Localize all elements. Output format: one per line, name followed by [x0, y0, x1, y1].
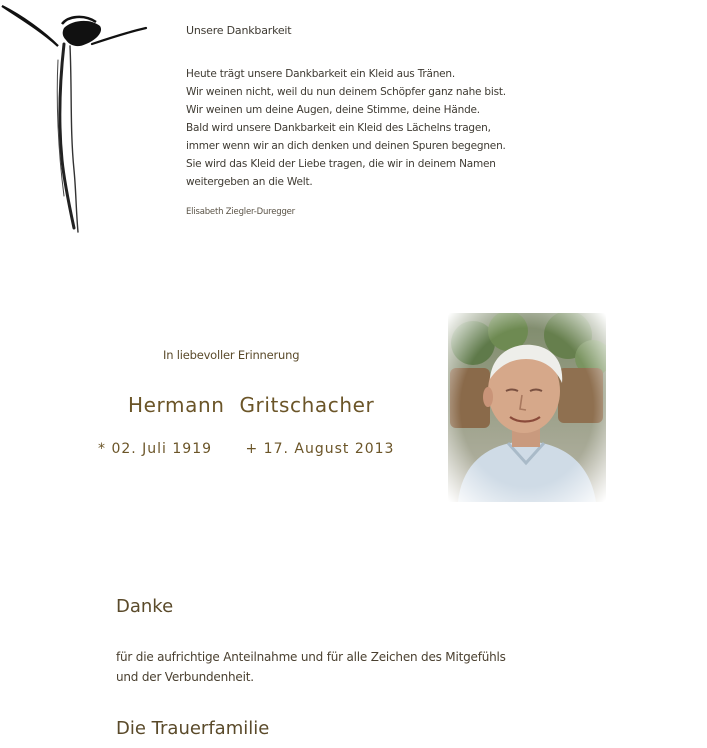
poem-author: Elisabeth Ziegler-Duregger: [186, 207, 295, 217]
poem-line: Bald wird unsere Dankbarkeit ein Kleid des Lächelns tragen,: [186, 122, 491, 134]
life-dates: [98, 441, 394, 457]
portrait-photo: [448, 313, 606, 502]
thanks-text-line: und der Verbundenheit.: [116, 670, 254, 684]
poem-line: Heute trägt unsere Dankbarkeit ein Kleid aus Tränen.: [186, 68, 456, 80]
thanks-text-line: für die aufrichtige Anteilnahme und für alle Zeichen des Mitgefühls: [116, 650, 506, 664]
poem-block: [186, 24, 606, 217]
poem-line: Sie wird das Kleid der Liebe tragen, die wir in deinem Namen: [186, 158, 496, 170]
thanks-heading: Danke: [116, 596, 174, 617]
crucifix-figure-icon: [0, 0, 160, 240]
family-signature: Die Trauerfamilie: [116, 718, 270, 739]
poem-title: Unsere Dankbarkeit: [186, 24, 292, 37]
memorial-heading: In liebevoller Erinnerung: [163, 348, 300, 362]
poem-line: Wir weinen nicht, weil du nun deinem Schöpfer ganz nahe bist.: [186, 86, 506, 98]
death-date: + 17. August 2013: [245, 441, 395, 457]
deceased-name: Hermann Gritschacher: [128, 393, 375, 417]
poem-line: immer wenn wir an dich denken und deinen Spuren begegnen.: [186, 140, 506, 152]
thanks-text: [116, 647, 586, 687]
poem-lines: [186, 65, 606, 191]
birth-date: * 02. Juli 1919: [98, 441, 213, 457]
poem-line: weitergeben an die Welt.: [186, 176, 313, 188]
poem-line: Wir weinen um deine Augen, deine Stimme, deine Hände.: [186, 104, 480, 116]
